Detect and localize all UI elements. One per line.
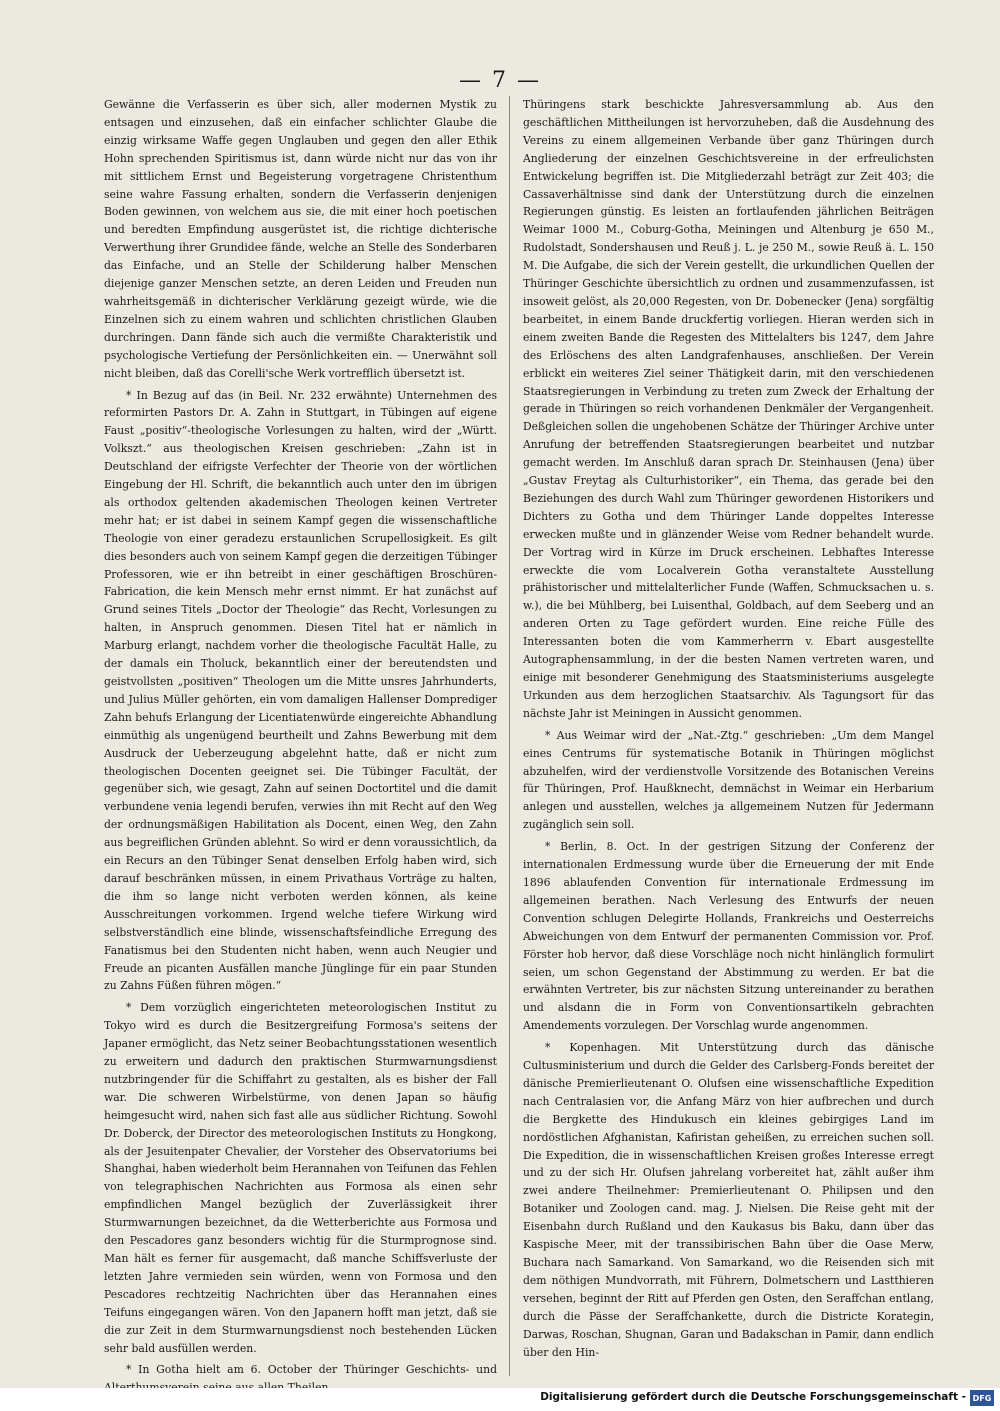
article-paragraph: * Berlin, 8. Oct. In der gestrigen Sitzung der Conferenz der internationalen Erdmessung wurde über die Erneuerung der mit Ende 1896 ablaufenden Convention für internationale Erdmessung im allgemeinen berathen. Nach Verlesung des Entwurfs der neuen Convention schlugen Delegirte Hollands, Frankreichs und Oesterreichs Abweichungen von dem Entwurf der permanenten Commission vor. Prof. Förster hob hervor, daß diese Vorschläge noch nicht hinlänglich formulirt seien, um schon Gegenstand der Abstimmung zu werden. Er bat die erwähnten Vertreter, bis zur nächsten Sitzung untereinander zu berathen und alsdann die in Form von Conventionsartikeln gebrachten Amendements vorzulegen. Der Vorschlag wurde angenommen. [523, 840, 934, 1033]
left-column [104, 96, 497, 1386]
column-divider [509, 96, 510, 1376]
article-paragraph: Gewänne die Verfasserin es über sich, aller modernen Mystik zu entsagen und einzusehen, daß ein einfacher schlichter Glaube die einzig wirksame Waffe gegen Unglauben und gegen den aller Ethik Hohn sprechenden Spiritismus ist, dann würde nicht nur das von ihr mit sittlichem Ernst und Begeisterung vorgetragene Christenthum seine wahre Fassung erhalten, sondern die Verfasserin denjenigen Boden gewinnen, von welchem aus sie, die mit einer hoch poetischen und beredten Empfindung ausgerüstet ist, die richtige dichterische Verwerthung ihrer Grundidee fände, welche an Stelle des Sonderbaren das Einfache, und an Stelle der Schilderung halber Menschen diejenige ganzer Menschen setzte, an deren Leiden und Freuden nun wahrheitsgemäß in dichterischer Verklärung gezeigt würde, wie die Einzelnen sich zu einem wahren und schlichten christlichen Glauben durchringen. Dann fände sich auch die vermißte Charakteristik und psychologische Vertiefung der Persönlichkeiten ein. — Unerwähnt soll nicht bleiben, daß das Corelli'sche Werk vortrefflich übersetzt ist. [104, 98, 497, 380]
digitization-credit: Digitalisierung gefördert durch die Deutsche Forschungsgemeinschaft - [540, 1391, 966, 1403]
article-paragraph: * Kopenhagen. Mit Unterstützung durch das dänische Cultusministerium und durch die Gelder des Carlsberg-Fonds bereitet der dänische Premierlieutenant O. Olufsen eine wissenschaftliche Expedition nach Centralasien vor, die Anfang März von hier aufbrechen und durch die Bergkette des Hindukusch ein kleines gebirgiges Land im nordöstlichen Afghanistan, Kafiristan geheißen, zu erreichen suchen soll. Die Expedition, die in wissenschaftlichen Kreisen großes Interesse erregt und zu der sich Hr. Olufsen jahrelang vorbereitet hat, zählt außer ihm zwei andere Theilnehmer: Premierlieutenant O. Philipsen und den Botaniker und Zoologen cand. mag. J. Nielsen. Die Reise geht mit der Eisenbahn durch Rußland und den Kaukasus bis Baku, dann über das Kaspische Meer, mit der transsibirischen Bahn über die Oase Merw, Buchara nach Samarkand. Von Samarkand, wo die Reisenden sich mit dem nöthigen Mundvorrath, mit Führern, Dolmetschern und Lastthieren versehen, beginnt der Ritt auf Pferden gen Osten, den Seraffchan entlang, durch die Pässe der Seraffchankette, durch die Districte Korategin, Darwas, Roschan, Shugnan, Garan und Badakschan in Pamir, dann endlich über den Hin- [523, 1041, 934, 1359]
right-column [523, 96, 934, 1386]
article-paragraph: * In Bezug auf das (in Beil. Nr. 232 erwähnte) Unternehmen des reformirten Pastors Dr. A. Zahn in Stuttgart, in Tübingen auf eigene Faust „positiv“-theologische Vorlesungen zu halten, wird der „Württ. Volkszt.“ aus theologischen Kreisen geschrieben: „Zahn ist in Deutschland der eifrigste Verfechter der Theorie von der wörtlichen Eingebung der Hl. Schrift, die bekanntlich auch unter den im übrigen als orthodox geltenden akademischen Theologen keinen Vertreter mehr hat; er ist dabei in seinem Kampf gegen die wissenschaftliche Theologie von einer geradezu erstaunlichen Scrupellosigkeit. Es gilt dies besonders auch von seinem Kampf gegen die derzeitigen Tübinger Professoren, wie er ihn betreibt in einer geschäftigen Broschüren-Fabrication, die kein Mensch mehr ernst nimmt. Er hat zunächst auf Grund seines Titels „Doctor der Theologie“ das Recht, Vorlesungen zu halten, in Anspruch genommen. Diesen Titel hat er nämlich in Marburg erlangt, nachdem vorher die theologische Facultät Halle, zu der damals ein Tholuck, bekanntlich einer der bereutendsten und geistvollsten „positiven“ Theologen um die Mitte unsres Jahrhunderts, und Julius Müller gehörten, ein vom damaligen Hallenser Domprediger Zahn behufs Erlangung der Licentiatenwürde eingereichte Abhandlung einmüthig als ungenügend beurtheilt und Zahns Bewerbung mit dem Ausdruck der Ueberzeugung abgelehnt hatte, daß er nicht zum theologischen Docenten geeignet sei. Die Tübinger Facultät, der gegenüber sich, wie gesagt, Zahn auf seinen Doctortitel und die damit verbundene venia legendi berufen, verwies ihn mit Recht auf den Weg der ordnungsmäßigen Habilitation als Docent, einen Weg, den Zahn aus begreiflichen Gründen ablehnt. So wird er denn voraussichtlich, da ein Recurs an den Tübinger Senat denselben Erfolg haben wird, sich darauf beschränken müssen, in einem Privathaus Vorträge zu halten, die ihm so lange nicht verboten werden können, als keine Ausschreitungen vorkommen. Irgend welche tiefere Wirkung wird selbstverständlich eine blinde, wissenschaftsfeindliche Erregung des Fanatismus bei den Studenten nicht haben, wenn auch Neugier und Freude an picanten Ausfällen manche Jünglinge für ein paar Stunden zu Zahns Füßen führen mögen.“ [104, 388, 497, 993]
article-paragraph: Thüringens stark beschickte Jahresversammlung ab. Aus den geschäftlichen Mittheilungen ist hervorzuheben, daß die Ausdehnung des Vereins zu einem allgemeinen Verbande über ganz Thüringen durch Angliederung der einzelnen Geschichtsvereine in der erfreulichsten Entwickelung begriffen ist. Die Mitgliederzahl beträgt zur Zeit 403; die Cassaverhältnisse sind dank der Unterstützung durch die einzelnen Regierungen günstig. Es leisten an fortlaufenden jährlichen Beiträgen Weimar 1000 M., Coburg-Gotha, Meiningen und Altenburg je 650 M., Rudolstadt, Sondershausen und Reuß j. L. je 250 M., sowie Reuß ä. L. 150 M. Die Aufgabe, die sich der Verein gestellt, die urkundlichen Quellen der Thüringer Geschichte übersichtlich zu ordnen und zusammenzufassen, ist insoweit gelöst, als 20,000 Regesten, von Dr. Dobenecker (Jena) sorgfältig bearbeitet, in einem Bande druckfertig vorliegen. Hieran werden sich in einem zweiten Bande die Regesten des Mittelalters bis 1247, dem Jahre des Erlöschens des alten Landgrafenhauses, anschließen. Der Verein erblickt ein weiteres Ziel seiner Thätigkeit darin, mit den verschiedenen Staatsregierungen in Verbindung zu treten zum Zweck der Erhaltung der gerade in Thüringen so reich vorhandenen Denkmäler der Vergangenheit. Deßgleichen sollen die ungehobenen Schätze der Thüringer Archive unter Anrufung der betreffenden Staatsregierungen bearbeitet und nutzbar gemacht werden. Im Anschluß daran sprach Dr. Steinhausen (Jena) über „Gustav Freytag als Culturhistoriker“, ein Thema, das gerade bei den Beziehungen des durch Wahl zum Thüringer gewordenen Historikers und Dichters zu Gotha und dem Thüringer Lande doppeltes Interesse erwecken mußte und in glänzender Weise vom Redner behandelt wurde. Der Vortrag wird in Kürze im Druck erscheinen. Lebhaftes Interesse erweckte die vom Localverein Gotha veranstaltete Ausstellung prähistorischer und mittelalterlicher Funde (Waffen, Schmucksachen u. s. w.), die bei Mühlberg, bei Luisenthal, Goldbach, auf dem Seeberg und an anderen Orten zu Tage gefördert wurden. Eine reiche Fülle des Interessanten boten die vom Kammerherrn v. Ebart ausgestellte Autographensammlung, in der die besten Namen vertreten waren, und einige mit besonderer Genehmigung des Staatsministeriums ausgelegte Urkunden aus dem herzoglichen Staatsarchiv. Als Tagungsort für das nächste Jahr ist Meiningen in Aussicht genommen. [523, 98, 934, 720]
page-number: — 7 — [459, 68, 541, 93]
article-paragraph: * In Gotha hielt am 6. October der Thüringer Geschichts- und [126, 1363, 497, 1377]
article-paragraph: * Dem vorzüglich eingerichteten meteorologischen Institut zu Tokyo wird es durch die Besitzergreifung Formosa's seitens der Japaner ermöglicht, das Netz seiner Beobachtungsstationen wesentlich zu erweitern und dadurch den praktischen Sturmwarnungsdienst nutzbringender für die Schiffahrt zu gestalten, als es bisher der Fall war. Die schweren Wirbelstürme, von denen Japan so häufig heimgesucht wird, nahen sich fast alle aus südlicher Richtung. Sowohl Dr. Doberck, der Director des meteorologischen Instituts zu Hongkong, als der Jesuitenpater Chevalier, der Vorsteher des Observatoriums bei Shanghai, haben wiederholt beim Herannahen von Teifunen das Fehlen von telegraphischen Nachrichten aus Formosa als einen sehr empfindlichen Mangel bezüglich der Zuverlässigkeit ihrer Sturmwarnungen bezeichnet, da die Wetterberichte aus Formosa und den Pescadores ganz besonders wichtig für die Sturmprognose sind. Man hält es ferner für ausgemacht, daß manche Schiffsverluste der letzten Jahre vermieden sein würden, wenn von Formosa und den Pescadores rechtzeitig Nachrichten über das Herannahen eines Teifuns eingegangen wären. Von den Japanern hofft man jetzt, daß sie die zur Zeit in dem Sturmwarnungsdienst noch bestehenden Lücken sehr bald ausfüllen werden. [104, 1001, 497, 1355]
article-paragraph: * Aus Weimar wird der „Nat.-Ztg.“ geschrieben: „Um dem Mangel eines Centrums für systematische Botanik in Thüringen möglichst abzuhelfen, wird der verdienstvolle Vorsitzende des Botanischen Vereins für Thüringen, Prof. Haußknecht, demnächst in Weimar ein Herbarium anlegen und ausstellen, welches ja allgemeinem Nutzen für Jedermann zugänglich sein soll. [523, 728, 934, 832]
dfg-logo: DFG [970, 1390, 994, 1406]
